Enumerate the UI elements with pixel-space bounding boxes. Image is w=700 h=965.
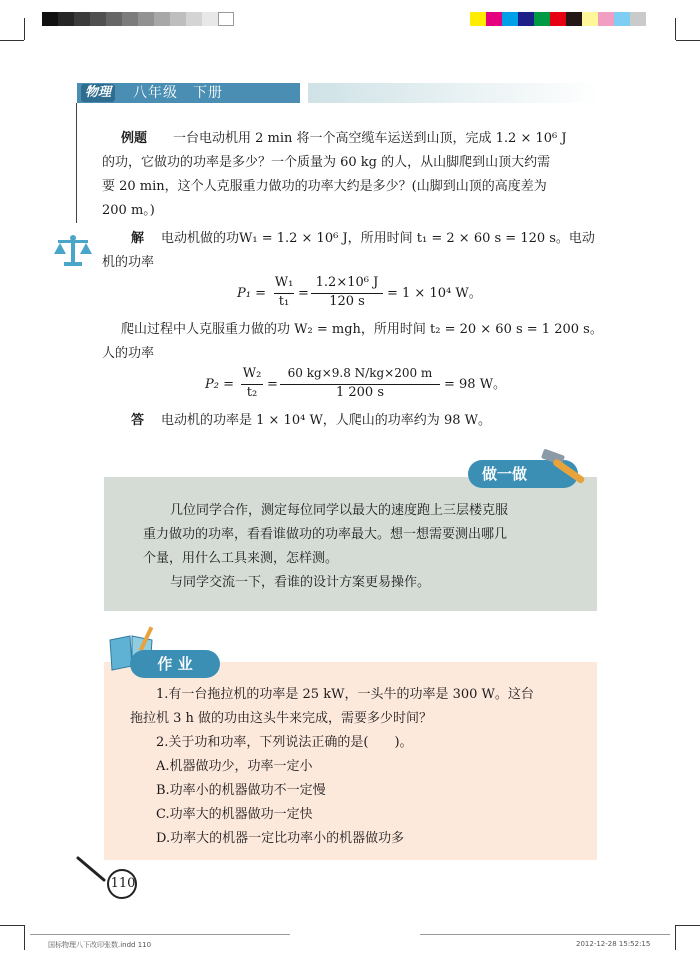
eq2-result: = 98 W。 bbox=[444, 377, 507, 392]
crop-mark bbox=[24, 925, 25, 950]
example-line: 要 20 min，这个人克服重力做功的功率大约是多少？(山脚到山顶的高度差为 bbox=[102, 179, 547, 194]
page-number: 110 bbox=[110, 876, 136, 891]
activity-title: 做一做 bbox=[482, 465, 528, 483]
eq1-numerator: 1.2×10⁶ J bbox=[315, 275, 379, 290]
eq2-numerator: W₂ bbox=[242, 366, 262, 381]
grayscale-calibration-bar bbox=[42, 12, 234, 26]
grade-volume: 八年级 下册 bbox=[133, 85, 223, 101]
homework-option: A.机器做功少，功率一定小 bbox=[156, 759, 313, 774]
example-line: 的功，它做功的功率是多少？一个质量为 60 kg 的人，从山脚爬到山顶大约需 bbox=[102, 155, 551, 170]
footer-timestamp: 2012-12-28 15:52:15 bbox=[576, 940, 651, 948]
running-header bbox=[77, 83, 300, 103]
solution-line: 人的功率 bbox=[102, 346, 155, 361]
header-gradient bbox=[308, 83, 600, 103]
solution-line: 爬山过程中人克服重力做的功 W₂ = mgh，所用时间 t₂ = 20 × 60 s = 1 200 s。 bbox=[121, 322, 603, 337]
activity-line: 重力做功的功率，看看谁做功的功率最大。想一想需要测出哪几 bbox=[143, 527, 508, 542]
footer-rule bbox=[30, 934, 290, 935]
homework-option: D.功率大的机器一定比功率小的机器做功多 bbox=[156, 831, 405, 846]
eq1-lhs: P₁ = bbox=[237, 286, 266, 301]
solution-label: 解 bbox=[131, 231, 145, 246]
homework-title-tab bbox=[130, 650, 220, 678]
example-line: 200 m。) bbox=[102, 203, 155, 218]
eq2-numerator: 60 kg×9.8 N/kg×200 m bbox=[287, 366, 433, 380]
solution-line: 机的功率 bbox=[102, 255, 155, 270]
crop-mark bbox=[675, 18, 676, 40]
homework-q1-line: 1.有一台拖拉机的功率是 25 kW，一头牛的功率是 300 W。这台 bbox=[156, 687, 534, 702]
homework-option: B.功率小的机器做功不一定慢 bbox=[156, 783, 326, 798]
solution-line: 电动机做的功W₁ = 1.2 × 10⁶ J，所用时间 t₁ = 2 × 60 s = 120 s。电动 bbox=[161, 231, 595, 246]
subject-logo: 物理 bbox=[81, 84, 115, 102]
activity-line: 几位同学合作，测定每位同学以最大的速度跑上三层楼克服 bbox=[170, 503, 509, 518]
footer-filename: 国标物理八下改印张数.indd 110 bbox=[48, 941, 152, 949]
crop-mark bbox=[675, 925, 676, 950]
color-calibration-bar bbox=[470, 12, 646, 26]
eq2-lhs: P₂ = bbox=[205, 377, 234, 392]
activity-line: 个量，用什么工具来测，怎样测。 bbox=[143, 551, 339, 566]
eq2-equals: = bbox=[267, 377, 278, 392]
homework-title: 作 业 bbox=[157, 655, 193, 673]
example-label: 例题 bbox=[121, 131, 148, 146]
eq2-denominator: 1 200 s bbox=[335, 385, 385, 400]
homework-option: C.功率大的机器做功一定快 bbox=[156, 807, 313, 822]
balance-scale-icon bbox=[52, 234, 94, 268]
eq2-denominator: t₂ bbox=[246, 385, 258, 400]
crop-mark bbox=[0, 925, 24, 926]
homework-q2: 2.关于功和功率，下列说法正确的是( )。 bbox=[156, 735, 413, 750]
hammer-icon bbox=[538, 446, 596, 486]
footer-rule bbox=[420, 934, 670, 935]
answer-text: 电动机的功率是 1 × 10⁴ W，人爬山的功率约为 98 W。 bbox=[161, 413, 491, 428]
answer-label: 答 bbox=[131, 413, 145, 428]
eq1-equals: = bbox=[298, 286, 309, 301]
crop-mark bbox=[676, 40, 700, 41]
crop-mark bbox=[0, 40, 24, 41]
crop-mark bbox=[676, 925, 700, 926]
eq1-numerator: W₁ bbox=[274, 275, 294, 290]
example-line: 一台电动机用 2 min 将一个高空缆车运送到山顶，完成 1.2 × 10⁶ J bbox=[173, 131, 567, 146]
homework-q1-line: 拖拉机 3 h 做的功由这头牛来完成，需要多少时间？ bbox=[130, 711, 433, 726]
eq1-result: = 1 × 10⁴ W。 bbox=[387, 286, 482, 301]
eq1-denominator: t₁ bbox=[278, 294, 290, 309]
crop-mark bbox=[24, 18, 25, 40]
activity-line: 与同学交流一下，看谁的设计方案更易操作。 bbox=[170, 575, 431, 590]
eq1-denominator: 120 s bbox=[329, 294, 365, 309]
margin-rule bbox=[76, 103, 77, 223]
